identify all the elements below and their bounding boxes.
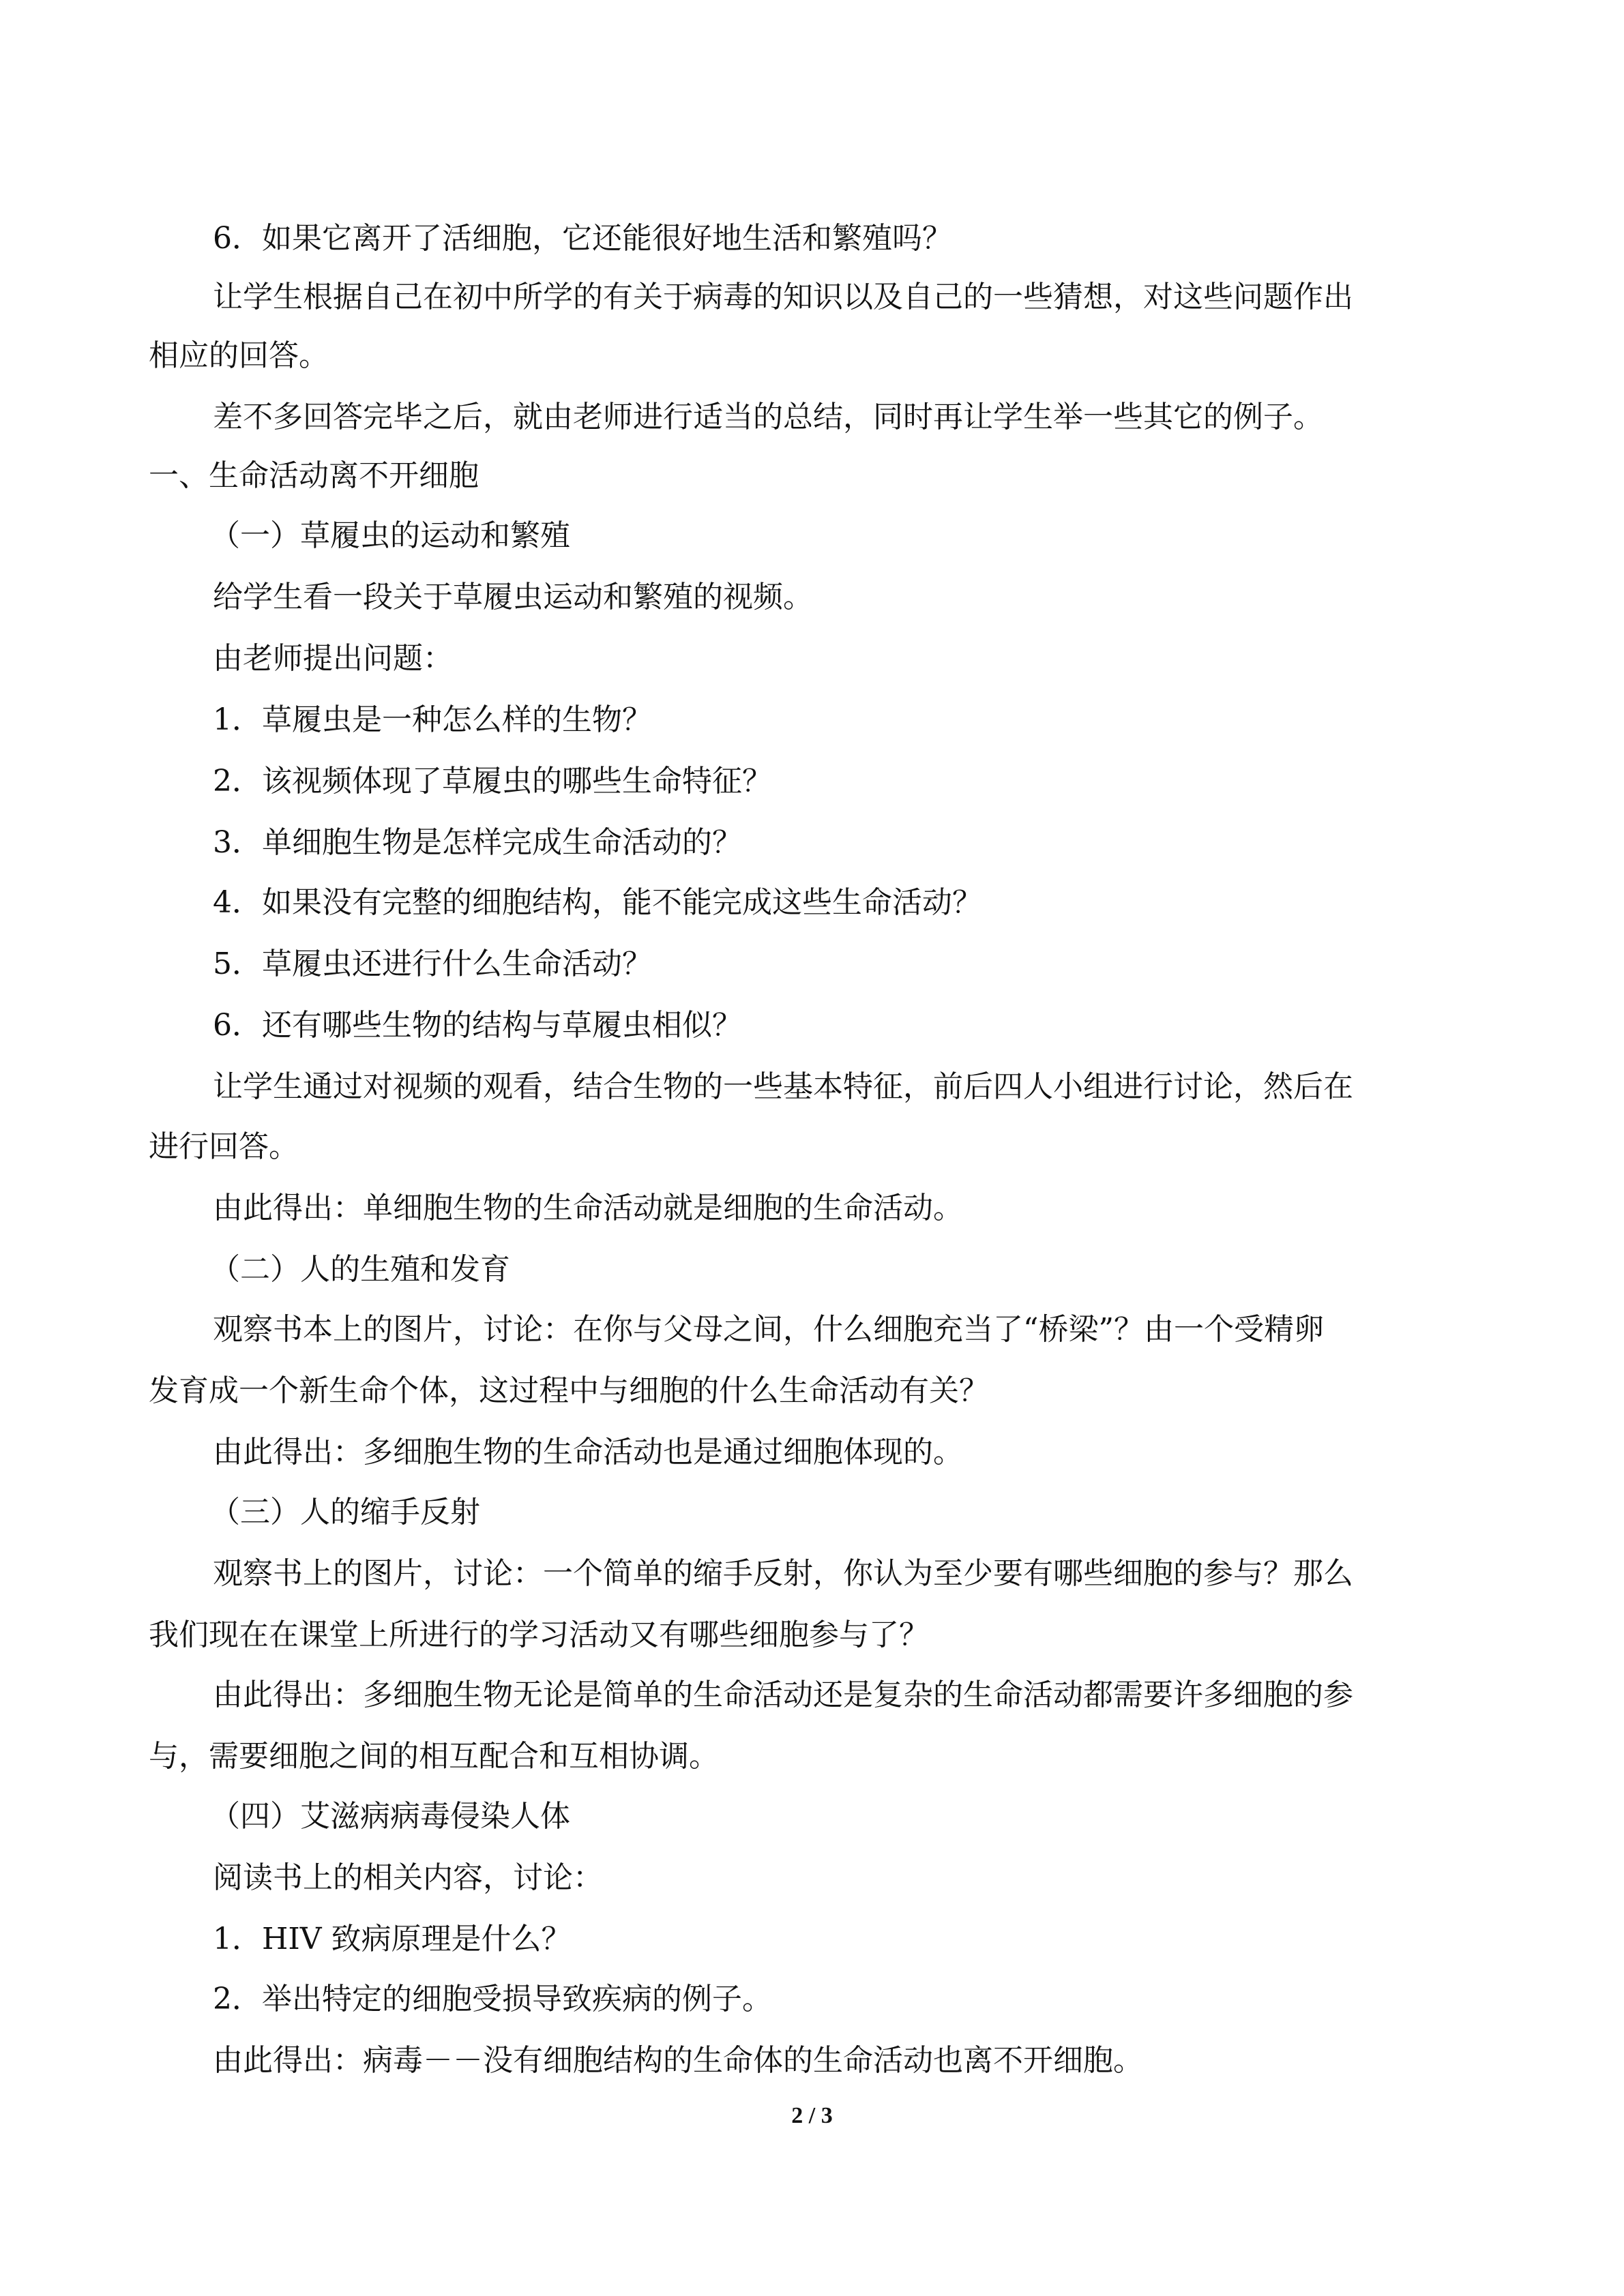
paragraph-line: 进行回答。: [149, 1129, 299, 1164]
list-item: 1．草履虫是一种怎么样的生物？: [213, 702, 652, 737]
list-item: 3．单细胞生物是怎样完成生命活动的？: [213, 825, 742, 860]
list-item: 2．举出特定的细胞受损导致疾病的例子。: [213, 1982, 772, 2016]
paragraph-line: 6．如果它离开了活细胞，它还能很好地生活和繁殖吗？: [213, 221, 952, 256]
paragraph-line: 观察书上的图片，讨论：一个简单的缩手反射，你认为至少要有哪些细胞的参与？那么: [213, 1556, 1353, 1591]
paragraph-line: 让学生通过对视频的观看，结合生物的一些基本特征，前后四人小组进行讨论，然后在: [213, 1069, 1353, 1104]
subsection-heading: （一）草履虫的运动和繁殖: [210, 518, 570, 553]
list-item: 2．该视频体现了草履虫的哪些生命特征？: [213, 764, 772, 799]
paragraph-line: 相应的回答。: [149, 338, 329, 373]
subsection-heading: （二）人的生殖和发育: [210, 1252, 510, 1287]
paragraph-line: 差不多回答完毕之后，就由老师进行适当的总结，同时再让学生举一些其它的例子。: [213, 400, 1323, 434]
list-item: 6．还有哪些生物的结构与草履虫相似？: [213, 1008, 742, 1043]
page-number: 2 / 3: [791, 2103, 833, 2128]
paragraph-line: 由老师提出问题：: [213, 641, 453, 676]
paragraph-line: 由此得出：单细胞生物的生命活动就是细胞的生命活动。: [213, 1191, 963, 1225]
paragraph-line: 给学生看一段关于草履虫运动和繁殖的视频。: [213, 580, 813, 614]
paragraph-line: 让学生根据自己在初中所学的有关于病毒的知识以及自己的一些猜想，对这些问题作出: [213, 280, 1353, 314]
subsection-heading: （三）人的缩手反射: [210, 1495, 480, 1530]
paragraph-line: 由此得出：病毒－－没有细胞结构的生命体的生命活动也离不开细胞。: [213, 2043, 1143, 2078]
paragraph-line: 由此得出：多细胞生物的生命活动也是通过细胞体现的。: [213, 1435, 963, 1470]
list-item: 1．HIV 致病原理是什么？: [213, 1922, 572, 1956]
list-item: 4．如果没有完整的细胞结构，能不能完成这些生命活动？: [213, 885, 982, 920]
paragraph-line: 由此得出：多细胞生物无论是简单的生命活动还是复杂的生命活动都需要许多细胞的参: [213, 1678, 1353, 1712]
section-heading: 一、生命活动离不开细胞: [149, 458, 479, 493]
paragraph-line: 与，需要细胞之间的相互配合和互相协调。: [149, 1739, 719, 1774]
paragraph-line: 阅读书上的相关内容，讨论：: [213, 1860, 603, 1895]
paragraph-line: 发育成一个新生命个体，这过程中与细胞的什么生命活动有关？: [149, 1373, 989, 1408]
paragraph-line: 观察书本上的图片，讨论：在你与父母之间，什么细胞充当了“桥梁”？由一个受精卵: [213, 1312, 1324, 1347]
list-item: 5．草履虫还进行什么生命活动？: [213, 946, 652, 981]
subsection-heading: （四）艾滋病病毒侵染人体: [210, 1799, 570, 1834]
paragraph-line: 我们现在在课堂上所进行的学习活动又有哪些细胞参与了？: [149, 1617, 929, 1652]
